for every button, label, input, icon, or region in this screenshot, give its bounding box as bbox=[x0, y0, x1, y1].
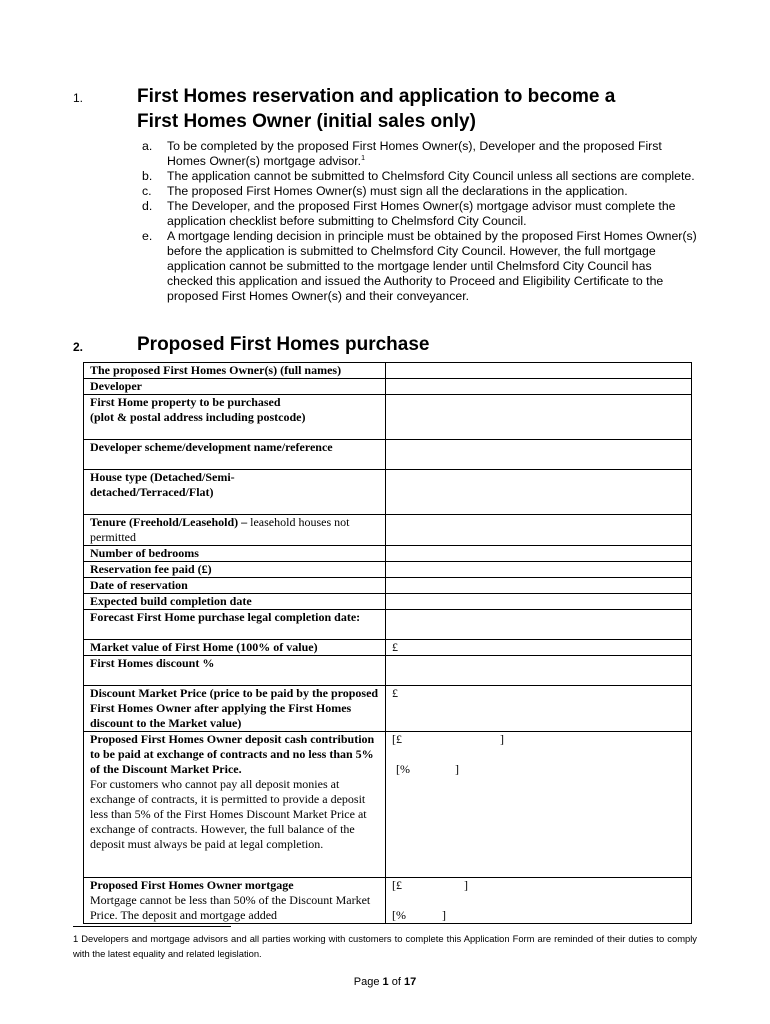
developer-label: Developer bbox=[84, 379, 386, 395]
table-row bbox=[84, 546, 692, 562]
list-item-text: To be completed by the proposed First Homes Owner(s), Developer and the proposed First Homes Owner(s) mortgage advisor. bbox=[167, 139, 662, 168]
list-marker: a. bbox=[142, 139, 153, 153]
house-type-label-line1: House type (Detached/Semi- bbox=[90, 470, 235, 484]
mortgage-amount-close: ] bbox=[464, 878, 468, 892]
list-marker: e. bbox=[142, 229, 153, 243]
deposit-label bbox=[84, 732, 386, 878]
table-row bbox=[84, 470, 692, 515]
property-label bbox=[84, 395, 386, 440]
deposit-percent-open: [% bbox=[396, 762, 410, 776]
list-item-text: The proposed First Homes Owner(s) must sign all the declarations in the application. bbox=[167, 184, 628, 198]
tenure-field[interactable] bbox=[386, 515, 692, 546]
house-type-label-line2: detached/Terraced/Flat) bbox=[90, 485, 214, 499]
reservation-fee-field[interactable] bbox=[386, 562, 692, 578]
section-1-number: 1. bbox=[73, 91, 84, 105]
section-1-title bbox=[137, 84, 615, 134]
list-item-text: The application cannot be submitted to Chelmsford City Council unless all sections are complete. bbox=[167, 169, 695, 183]
list-item bbox=[138, 199, 698, 229]
footnote-ref[interactable]: 1 bbox=[361, 154, 365, 162]
page-number-footer bbox=[0, 976, 770, 988]
scheme-label: Developer scheme/development name/reference bbox=[84, 440, 386, 470]
total-pages: 17 bbox=[403, 976, 417, 988]
bedrooms-label: Number of bedrooms bbox=[84, 546, 386, 562]
discount-market-price-field[interactable]: £ bbox=[386, 686, 692, 732]
build-completion-field[interactable] bbox=[386, 594, 692, 610]
section-2-title: Proposed First Homes purchase bbox=[137, 334, 430, 355]
legal-completion-label: Forecast First Home purchase legal completion date: bbox=[84, 610, 386, 640]
scheme-field[interactable] bbox=[386, 440, 692, 470]
owners-field[interactable] bbox=[386, 363, 692, 379]
mortgage-label-note: Mortgage cannot be less than 50% of the Discount Market Price. The deposit and mortgage added bbox=[90, 893, 371, 922]
page-of-label: of bbox=[388, 976, 404, 988]
table-row bbox=[84, 440, 692, 470]
house-type-label bbox=[84, 470, 386, 515]
house-type-field[interactable] bbox=[386, 470, 692, 515]
discount-market-price-label: Discount Market Price (price to be paid by the proposed First Homes Owner after applying the First Homes discount to the Market value) bbox=[84, 686, 386, 732]
developer-field[interactable] bbox=[386, 379, 692, 395]
list-item bbox=[138, 229, 698, 304]
property-label-line2: (plot & postal address including postcode) bbox=[90, 410, 306, 424]
mortgage-percent-open: [% bbox=[392, 908, 406, 922]
section-1-title-line1: First Homes reservation and application to become a bbox=[137, 86, 616, 107]
mortgage-amount-bracket[interactable] bbox=[392, 878, 685, 893]
table-row bbox=[84, 640, 692, 656]
list-marker: c. bbox=[142, 184, 152, 198]
table-row bbox=[84, 363, 692, 379]
build-completion-label: Expected build completion date bbox=[84, 594, 386, 610]
table-row bbox=[84, 515, 692, 546]
current-page: 1 bbox=[382, 976, 389, 988]
deposit-percent-close: ] bbox=[455, 762, 459, 776]
table-row bbox=[84, 732, 692, 878]
deposit-amount-open: [£ bbox=[392, 732, 402, 746]
purchase-form-table bbox=[83, 362, 692, 924]
mortgage-label bbox=[84, 878, 386, 924]
bedrooms-field[interactable] bbox=[386, 546, 692, 562]
table-row bbox=[84, 878, 692, 924]
mortgage-field[interactable] bbox=[386, 878, 692, 924]
table-row bbox=[84, 578, 692, 594]
table-row bbox=[84, 594, 692, 610]
list-item-text: The Developer, and the proposed First Homes Owner(s) mortgage advisor must complete the application checklist before submitting to Chelmsford City Council. bbox=[167, 199, 676, 228]
reservation-fee-label: Reservation fee paid (£) bbox=[84, 562, 386, 578]
section-2-number: 2. bbox=[73, 340, 84, 354]
list-marker: d. bbox=[142, 199, 153, 213]
market-value-field[interactable]: £ bbox=[386, 640, 692, 656]
deposit-amount-close: ] bbox=[500, 732, 504, 746]
list-item bbox=[138, 184, 698, 199]
property-label-line1: First Home property to be purchased bbox=[90, 395, 281, 409]
list-item bbox=[138, 139, 698, 169]
list-item-text: A mortgage lending decision in principle must be obtained by the proposed First Homes Owner(s) before the application is submitted to Chelmsford City Council. However, the full mortgage application cannot be submitted to the mortgage lender until Chelmsford City Council has checked this application and issued the Authority to Proceed and Eligibility Certificate to the proposed First Homes Owner(s) and their conveyancer. bbox=[167, 229, 697, 303]
instructions-list bbox=[138, 139, 698, 304]
mortgage-percent-bracket[interactable] bbox=[392, 908, 685, 923]
reservation-date-label: Date of reservation bbox=[84, 578, 386, 594]
property-field[interactable] bbox=[386, 395, 692, 440]
legal-completion-field[interactable] bbox=[386, 610, 692, 640]
section-1-title-line2: First Homes Owner (initial sales only) bbox=[137, 111, 476, 132]
reservation-date-field[interactable] bbox=[386, 578, 692, 594]
tenure-label-note: leasehold houses not permitted bbox=[90, 515, 350, 544]
discount-field[interactable] bbox=[386, 656, 692, 686]
mortgage-amount-open: [£ bbox=[392, 878, 402, 892]
table-row bbox=[84, 686, 692, 732]
page-label: Page bbox=[353, 976, 383, 988]
market-value-label: Market value of First Home (100% of value) bbox=[84, 640, 386, 656]
tenure-label bbox=[84, 515, 386, 546]
tenure-label-bold: Tenure (Freehold/Leasehold) – bbox=[90, 515, 248, 529]
deposit-label-bold: Proposed First Homes Owner deposit cash contribution to be paid at exchange of contracts and no less than 5% of the Discount Market Price. bbox=[90, 732, 375, 776]
mortgage-label-bold: Proposed First Homes Owner mortgage bbox=[90, 878, 294, 892]
mortgage-percent-close: ] bbox=[442, 908, 446, 922]
table-row bbox=[84, 610, 692, 640]
deposit-field[interactable] bbox=[386, 732, 692, 878]
table-row bbox=[84, 379, 692, 395]
list-marker: b. bbox=[142, 169, 153, 183]
deposit-amount-bracket[interactable] bbox=[392, 732, 685, 747]
list-item bbox=[138, 169, 698, 184]
footnote bbox=[73, 931, 697, 961]
discount-label: First Homes discount % bbox=[84, 656, 386, 686]
footnote-separator bbox=[73, 926, 231, 927]
table-row bbox=[84, 562, 692, 578]
table-row bbox=[84, 656, 692, 686]
footnote-number: 1 bbox=[73, 933, 79, 944]
owners-label: The proposed First Homes Owner(s) (full names) bbox=[84, 363, 386, 379]
deposit-percent-bracket[interactable] bbox=[392, 762, 685, 777]
deposit-label-note: For customers who cannot pay all deposit monies at exchange of contracts, it is permitted to provide a deposit less than 5% of the First Homes Discount Market Price at exchange of contracts. However, the full balance of the deposit must always be paid at legal completion. bbox=[90, 777, 367, 851]
table-row bbox=[84, 395, 692, 440]
footnote-text: Developers and mortgage advisors and all parties working with customers to complete this Application Form are reminded of their duties to comply with the latest equality and related legislation. bbox=[73, 933, 697, 959]
